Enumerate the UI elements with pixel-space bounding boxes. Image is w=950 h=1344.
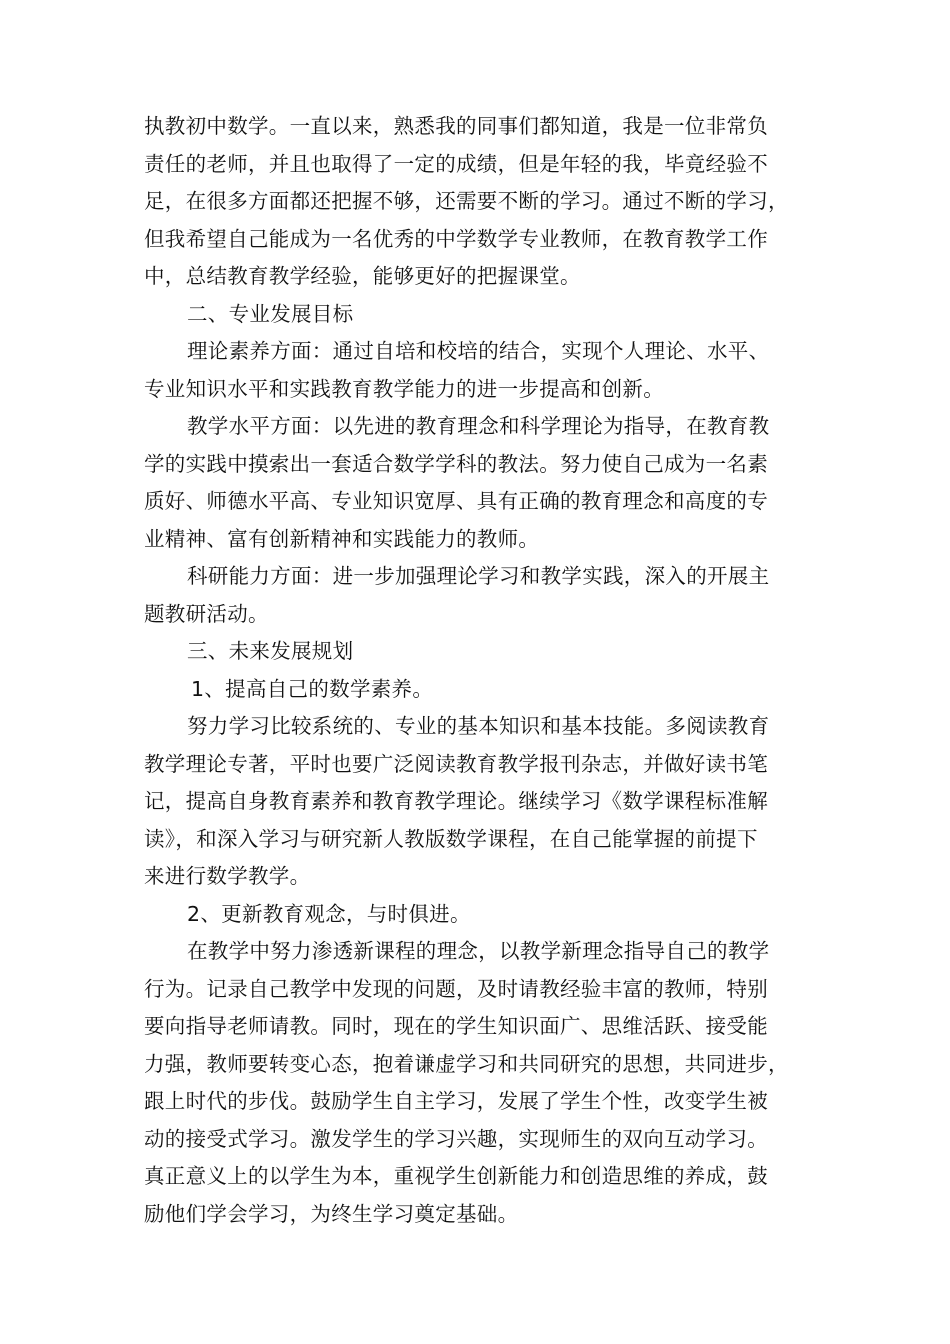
text-line: 业精神、富有创新精神和实践能力的教师。 [144, 526, 540, 551]
text-line: 记，提高自身教育素养和教育教学理论。继续学习《数学课程标准解 [144, 789, 768, 813]
text-line: 二、专业发展目标 [187, 301, 354, 326]
text-line: 2、更新教育观念，与时俱进。 [187, 901, 471, 926]
text-line: 努力学习比较系统的、专业的基本知识和基本技能。多阅读教育 [187, 714, 770, 738]
text-line: 动的接受式学习。激发学生的学习兴趣，实现师生的双向互动学习。 [144, 1126, 768, 1151]
text-line: 真正意义上的以学生为本，重视学生创新能力和创造思维的养成，鼓 [144, 1164, 768, 1188]
document-body [144, 108, 834, 1233]
text-line: 1、提高自己的数学素养。 [191, 676, 434, 701]
text-line: 题教研活动。 [144, 601, 269, 626]
text-line: 质好、师德水平高、专业知识宽厚、具有正确的教育理念和高度的专 [144, 489, 768, 513]
text-line: 理论素养方面：通过自培和校培的结合，实现个人理论、水平、 [187, 339, 770, 363]
text-line: 教学水平方面：以先进的教育理念和科学理论为指导，在教育教 [187, 414, 770, 438]
text-line: 励他们学会学习，为终生学习奠定基础。 [144, 1201, 519, 1226]
text-line: 学的实践中摸索出一套适合数学学科的教法。努力使自己成为一名素 [144, 451, 768, 476]
text-line: 在教学中努力渗透新课程的理念，以教学新理念指导自己的教学 [187, 939, 770, 963]
text-line: 三、未来发展规划 [187, 639, 354, 663]
text-line: 来进行数学教学。 [144, 864, 311, 888]
text-line: 力强，教师要转变心态，抱着谦虚学习和共同研究的思想，共同进步， [144, 1051, 789, 1076]
text-line: 足，在很多方面都还把握不够，还需要不断的学习。通过不断的学习， [144, 189, 789, 213]
text-line: 专业知识水平和实践教育教学能力的进一步提高和创新。 [144, 376, 664, 401]
text-line: 执教初中数学。一直以来，熟悉我的同事们都知道，我是一位非常负 [144, 114, 768, 138]
text-line: 读》，和深入学习与研究新人教版数学课程，在自己能掌握的前提下 [144, 826, 758, 851]
text-line: 责任的老师，并且也取得了一定的成绩，但是年轻的我，毕竟经验不 [144, 151, 768, 176]
text-line: 但我希望自己能成为一名优秀的中学数学专业教师，在教育教学工作 [144, 226, 768, 251]
text-line: 中，总结教育教学经验，能够更好的把握课堂。 [144, 264, 581, 288]
text-line: 教学理论专著，平时也要广泛阅读教育教学报刊杂志，并做好读书笔 [144, 751, 768, 776]
text-line: 行为。记录自己教学中发现的问题，及时请教经验丰富的教师，特别 [144, 976, 768, 1001]
text-line: 跟上时代的步伐。鼓励学生自主学习，发展了学生个性，改变学生被 [144, 1089, 768, 1113]
text-line: 科研能力方面：进一步加强理论学习和教学实践，深入的开展主 [187, 564, 770, 588]
text-line: 要向指导老师请教。同时，现在的学生知识面广、思维活跃、接受能 [144, 1014, 768, 1038]
